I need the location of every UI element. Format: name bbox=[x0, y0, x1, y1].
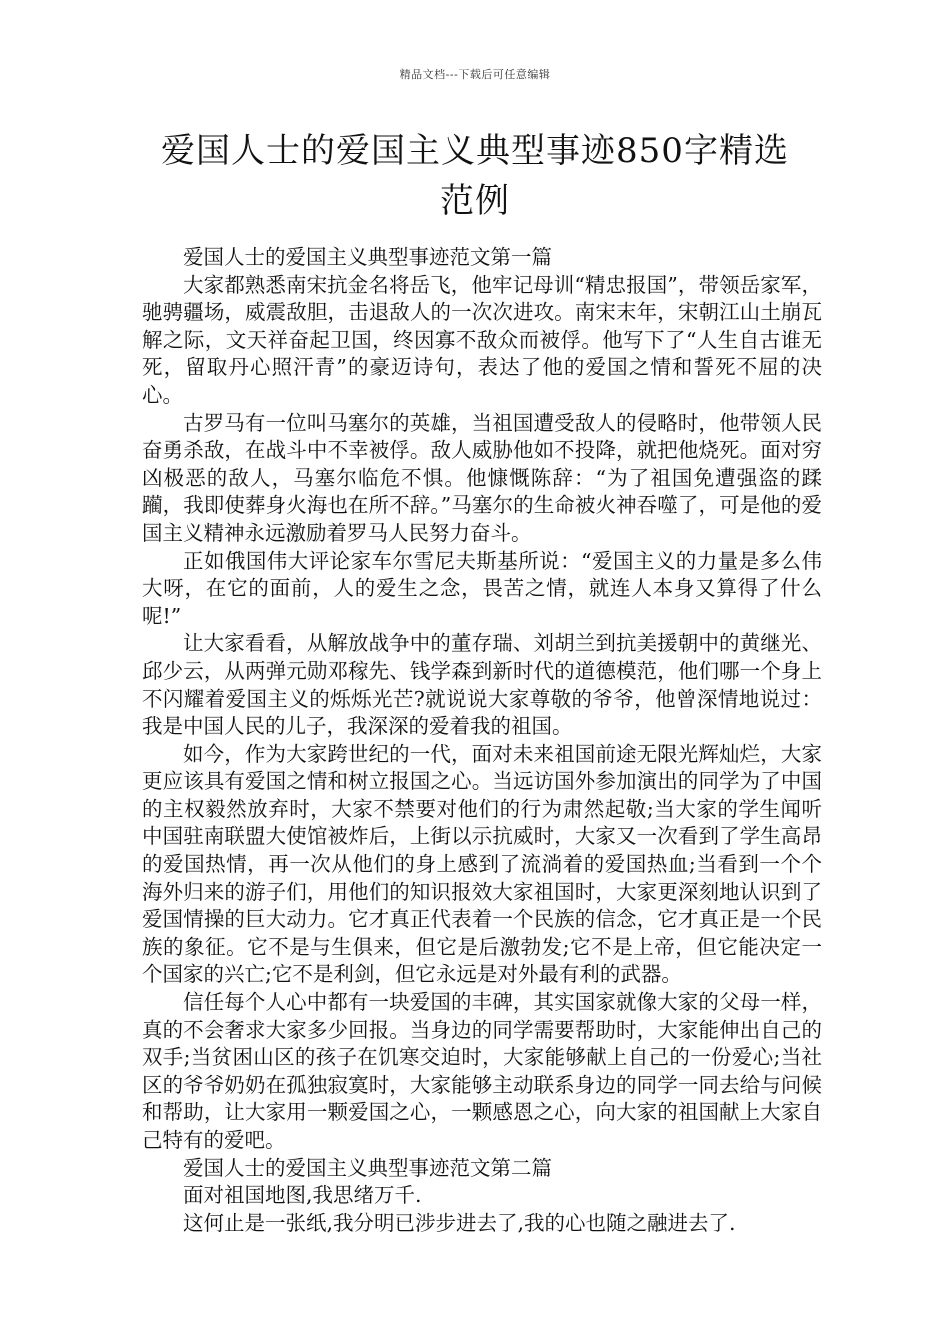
document-body bbox=[142, 244, 822, 1237]
paragraph: 如今，作为大家跨世纪的一代，面对未来祖国前途无限光辉灿烂，大家更应该具有爱国之情和树立报国之心。当远访国外参加演出的同学为了中国的主权毅然放弃时，大家不禁要对他们的行为肃然起敬;当大家的学生闻听中国驻南联盟大使馆被炸后，上街以示抗威时，大家又一次看到了学生高昂的爱国热情，再一次从他们的身上感到了流淌着的爱国热血;当看到一个个海外归来的游子们，用他们的知识报效大家祖国时，大家更深刻地认识到了爱国情操的巨大动力。它才真正代表着一个民族的信念，它才真正是一个民族的象征。它不是与生俱来，但它是后激勃发;它不是上帝，但它能决定一个国家的兴亡;它不是利剑，但它永远是对外最有利的武器。 bbox=[142, 741, 822, 987]
section-heading-2: 爱国人士的爱国主义典型事迹范文第二篇 bbox=[183, 1155, 552, 1180]
paragraph: 信任每个人心中都有一块爱国的丰碑，其实国家就像大家的父母一样，真的不会奢求大家多少回报。当身边的同学需要帮助时，大家能伸出自己的双手;当贫困山区的孩子在饥寒交迫时，大家能够献上自己的一份爱心;当社区的爷爷奶奶在孤独寂寞时，大家能够主动联系身边的同学一同去给与问候和帮助，让大家用一颗爱国之心，一颗感恩之心，向大家的祖国献上大家自己特有的爱吧。 bbox=[142, 990, 822, 1152]
paragraph: 这何止是一张纸,我分明已涉步进去了,我的心也随之融进去了. bbox=[183, 1210, 736, 1235]
paragraph: 大家都熟悉南宋抗金名将岳飞，他牢记母训“精忠报国”，带领岳家军，驰骋疆场，威震敌胆，击退敌人的一次次进攻。南宋末年，宋朝江山土崩瓦解之际，文天祥奋起卫国，终因寡不敌众而被俘。他写下了“人生自古谁无死，留取丹心照汗青”的豪迈诗句，表达了他的爱国之情和誓死不屈的决心。 bbox=[142, 272, 822, 407]
header-note: 精品文档---下载后可任意编辑 bbox=[399, 68, 551, 81]
paragraph: 让大家看看，从解放战争中的董存瑞、刘胡兰到抗美援朝中的黄继光、邱少云，从两弹元勋邓稼先、钱学森到新时代的道德模范，他们哪一个身上不闪耀着爱国主义的烁烁光芒?就说说大家尊敬的爷爷，他曾深情地说过：我是中国人民的儿子，我深深的爱着我的祖国。 bbox=[142, 631, 822, 739]
paragraph: 古罗马有一位叫马塞尔的英雄，当祖国遭受敌人的侵略时，他带领人民奋勇杀敌，在战斗中不幸被俘。敌人威胁他如不投降，就把他烧死。面对穷凶极恶的敌人，马塞尔临危不惧。他慷慨陈辞：“为了祖国免遭强盗的蹂躏，我即使葬身火海也在所不辞。”马塞尔的生命被火神吞噬了，可是他的爱国主义精神永远激励着罗马人民努力奋斗。 bbox=[142, 410, 822, 545]
paragraph: 正如俄国伟大评论家车尔雪尼夫斯基所说：“爱国主义的力量是多么伟大呀，在它的面前，人的爱生之念，畏苦之情，就连人本身又算得了什么呢!” bbox=[142, 548, 822, 628]
document-title: 爱国人士的爱国主义典型事迹850字精选范例 bbox=[161, 131, 789, 221]
paragraph: 面对祖国地图,我思绪万千. bbox=[183, 1183, 422, 1208]
section-heading-1: 爱国人士的爱国主义典型事迹范文第一篇 bbox=[183, 245, 552, 269]
